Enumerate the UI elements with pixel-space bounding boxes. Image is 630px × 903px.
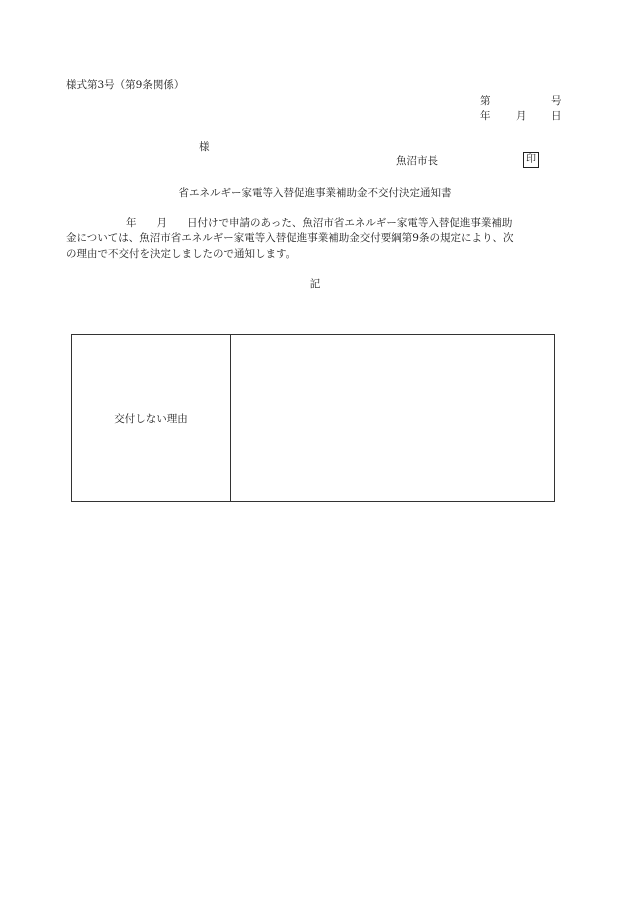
date-month-label: 月 — [516, 110, 527, 122]
reason-row — [72, 335, 555, 502]
body-line-3: の理由で不交付を決定しましたので通知します。 — [66, 247, 297, 260]
issuer-title: 魚沼市長 — [396, 155, 438, 167]
body-year-label: 年 — [126, 217, 137, 229]
addressee-honorific: 様 — [199, 141, 210, 153]
date-year-label: 年 — [480, 110, 491, 122]
date-day-label: 日 — [551, 110, 562, 122]
document-title: 省エネルギー家電等入替促進事業補助金不交付決定通知書 — [178, 187, 452, 199]
reason-table — [71, 334, 555, 502]
body-line-2: 金については、魚沼市省エネルギー家電等入替促進事業補助金交付要綱第9条の規定により、次 — [66, 232, 514, 245]
reason-value-cell — [231, 335, 555, 502]
reason-label-cell: 交付しない理由 — [72, 335, 231, 502]
body-line-1-text: 日付けで申請のあった、魚沼市省エネルギー家電等入替促進事業補助 — [187, 217, 513, 229]
body-month-label: 月 — [156, 217, 167, 229]
form-number: 様式第3号（第9条関係） — [66, 79, 185, 91]
seal-stamp-box: 印 — [523, 152, 539, 168]
number-suffix: 号 — [551, 95, 562, 107]
body-line-1 — [66, 216, 566, 231]
ki-heading: 記 — [309, 278, 321, 290]
body-paragraph — [66, 216, 566, 262]
number-prefix: 第 — [480, 95, 491, 107]
